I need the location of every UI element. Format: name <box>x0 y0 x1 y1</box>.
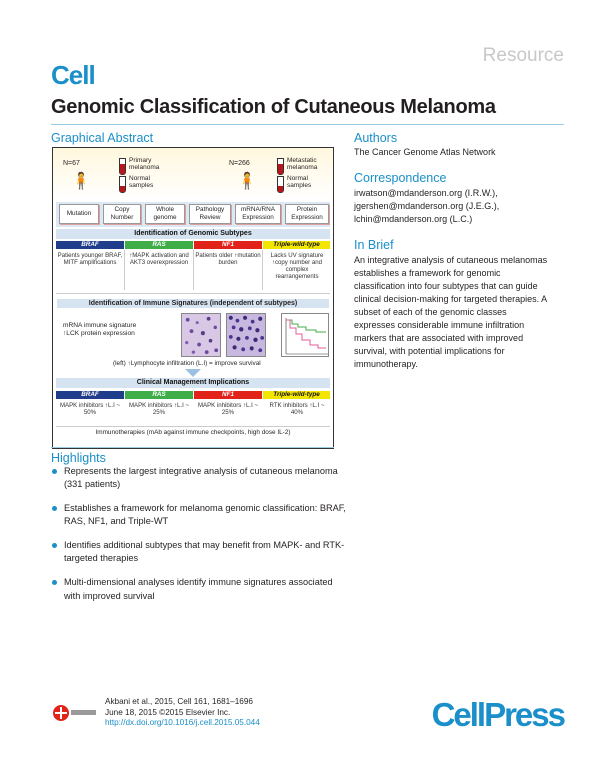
subtype-braf: BRAF <box>56 241 124 249</box>
immune-text: mRNA immune signature ↑LCK protein expression <box>63 322 137 337</box>
divider <box>124 250 125 290</box>
mgmt-ras-text: MAPK inhibitors ↑L.I ~ 25% <box>128 402 190 416</box>
highlights-heading: Highlights <box>51 451 106 465</box>
subtype-nf1: NF1 <box>194 241 262 249</box>
email-link[interactable]: irwatson@mdanderson.org (I.R.W.), <box>354 188 498 198</box>
section-label: Resource <box>482 45 564 66</box>
tube-icon <box>277 158 284 175</box>
authors-name: The Cancer Genome Atlas Network <box>354 147 496 157</box>
bullet-icon <box>52 506 57 511</box>
email-link[interactable]: lchin@mdanderson.org (L.C.) <box>354 214 473 224</box>
metastatic-label-2: Normal samples <box>287 175 312 190</box>
subtype-ras: RAS <box>125 241 193 249</box>
person-icon: 🧍 <box>71 173 91 190</box>
mgmt-nf1: NF1 <box>194 391 262 399</box>
graphical-abstract-heading: Graphical Abstract <box>51 131 154 145</box>
email-link[interactable]: jgershen@mdanderson.org (J.E.G.), <box>354 201 500 211</box>
assay-row <box>56 202 330 227</box>
bullet-icon <box>52 469 57 474</box>
citation-block <box>105 697 260 729</box>
subtype-nf1-text: Patients older ↑mutation burden <box>195 252 261 266</box>
tube-icon <box>119 176 126 193</box>
page-title: Genomic Classification of Cutaneous Melanoma <box>51 96 496 118</box>
tube-icon <box>277 176 284 193</box>
in-brief-text: An integrative analysis of cutaneous melanomas establishes a framework for genomic classification into four subtypes that can guide clinical decision-making for targeted therapies. A subset of each of the genomic classes expresses considerable immune infiltration markers that are associated with improved survival, with potential implications for immunotherapy. <box>354 255 548 369</box>
correspondence-heading: Correspondence <box>354 171 447 185</box>
in-brief-heading: In Brief <box>354 238 394 252</box>
subtype-braf-text: Patients younger BRAF, MITF amplifications <box>57 252 123 266</box>
citation: Akbani et al., 2015, Cell 161, 1681–1696 <box>105 697 253 706</box>
list-item: Identifies additional subtypes that may benefit from MAPK- and RTK-targeted therapies <box>51 539 351 566</box>
primary-count: N=67 <box>63 160 80 167</box>
assay-whole-genome: Whole genome <box>145 204 185 224</box>
publication-date: June 18, 2015 ©2015 Elsevier Inc. <box>105 707 231 717</box>
subtype-triple-wt: Triple-wild-type <box>263 241 330 249</box>
mgmt-nf1-text: MAPK inhibitors ↑L.I ~ 25% <box>197 402 259 416</box>
tissue-image-low <box>181 313 221 357</box>
tube-icon <box>119 158 126 175</box>
metastatic-label-1: Metastatic melanoma <box>287 157 318 172</box>
doi-link[interactable]: http://dx.doi.org/10.1016/j.cell.2015.05.044 <box>105 718 260 728</box>
down-arrow-icon <box>185 369 201 377</box>
immunotherapy-text: Immunotherapies (mAb against immune checkpoints, high dose IL-2) <box>56 426 330 437</box>
divider <box>193 250 194 290</box>
subtype-ras-text: ↑MAPK activation and AKT3 overexpression <box>129 252 189 266</box>
bullet-icon <box>52 543 57 548</box>
clinical-implications-title: Clinical Management Implications <box>56 378 330 388</box>
primary-patient <box>57 154 177 196</box>
mgmt-triple-wt-text: RTK inhibitors ↑L.I ~ 40% <box>269 402 325 416</box>
assay-protein: Protein Expression <box>285 204 329 224</box>
mgmt-braf: BRAF <box>56 391 124 399</box>
immune-caption: (left) ↑Lymphocyte infiltration (L.I) = improve survival <box>113 360 261 367</box>
authors-heading: Authors <box>354 131 398 145</box>
divider <box>51 124 564 125</box>
bullet-icon <box>52 580 57 585</box>
mgmt-braf-text: MAPK inhibitors ↑L.I ~ 50% <box>59 402 121 416</box>
crossmark-logo[interactable] <box>52 703 98 723</box>
list-item: Multi-dimensional analyses identify immune signatures associated with improved survival <box>51 576 351 603</box>
person-icon: 🧍 <box>237 173 257 190</box>
journal-logo: Cell <box>51 60 95 90</box>
assay-mutation: Mutation <box>59 204 99 224</box>
assay-pathology: Pathology Review <box>189 204 231 224</box>
mgmt-triple-wt: Triple-wild-type <box>263 391 330 399</box>
correspondence-list <box>354 187 499 226</box>
mgmt-ras: RAS <box>125 391 193 399</box>
metastatic-count: N=266 <box>229 160 250 167</box>
primary-label-1: Primary melanoma <box>129 157 160 172</box>
assay-copy-number: Copy Number <box>103 204 141 224</box>
assay-mrna: mRNA/RNA Expression <box>235 204 281 224</box>
subtype-triple-wt-text: Lacks UV signature ↑copy number and complex rearrangements <box>270 252 324 280</box>
metastatic-patient <box>213 154 333 196</box>
highlights-list <box>51 465 351 613</box>
list-item: Represents the largest integrative analysis of cutaneous melanoma (331 patients) <box>51 465 351 492</box>
graphical-abstract <box>52 147 334 449</box>
immune-signatures-title: Identification of Immune Signatures (independent of subtypes) <box>57 299 329 308</box>
genomic-subtypes-title: Identification of Genomic Subtypes <box>56 229 330 239</box>
primary-label-2: Normal samples <box>129 175 154 190</box>
divider <box>51 447 334 448</box>
cellpress-logo: CellPress <box>431 696 564 733</box>
survival-curve-image <box>281 313 329 357</box>
list-item: Establishes a framework for melanoma genomic classification: BRAF, RAS, NF1, and Triple-WT <box>51 502 351 529</box>
tissue-image-high <box>226 313 266 357</box>
divider <box>262 250 263 290</box>
